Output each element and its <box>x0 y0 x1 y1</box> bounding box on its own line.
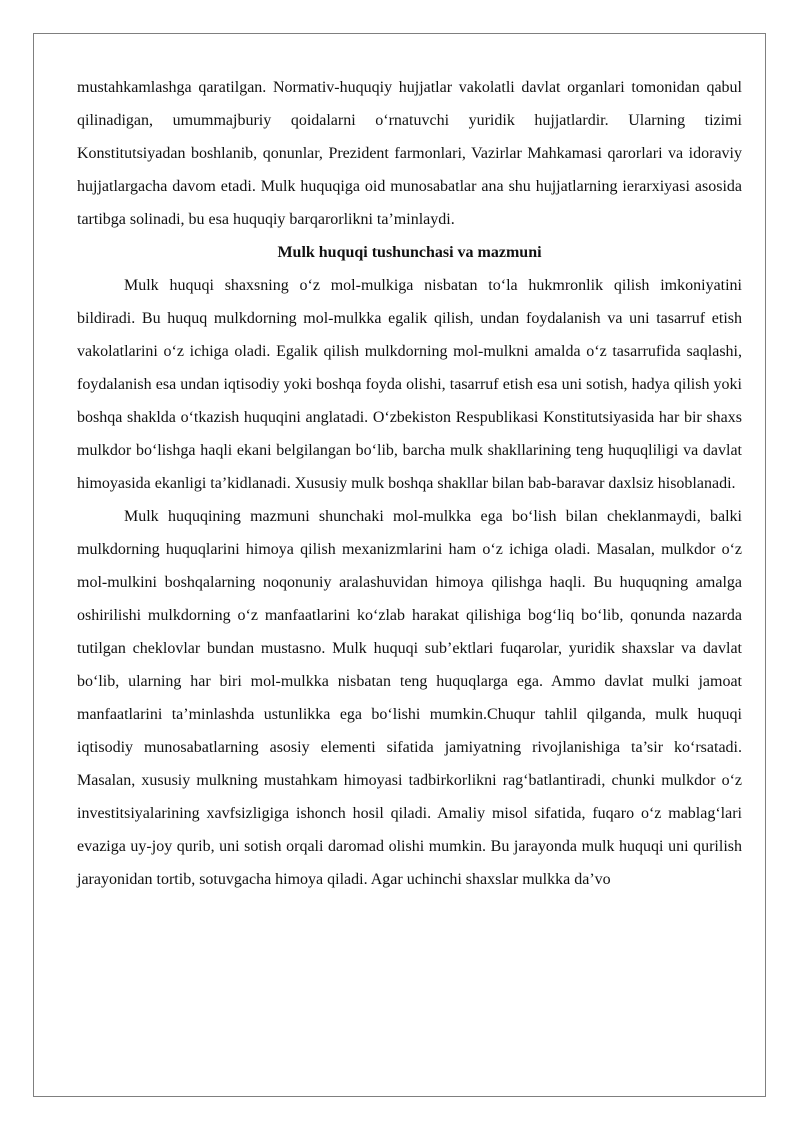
paragraph-definition: Mulk huquqi shaxsning o‘z mol-mulkiga nisbatan to‘la hukmronlik qilish imkoniyatini bildiradi. Bu huquq mulkdorning mol-mulkka egalik qilish, undan foydalanish va uni tasarruf etish vakolatlarini o‘z ichiga oladi. Egalik qilish mulkdorning mol-mulkni amalda o‘z tasarrufida saqlashi, foydalanish esa undan iqtisodiy yoki boshqa foyda olishi, tasarruf etish esa uni sotish, hadya qilish yoki boshqa shaklda o‘tkazish huquqini anglatadi. O‘zbekiston Respublikasi Konstitutsiyasida har bir shaxs mulkdor bo‘lishga haqli ekani belgilangan bo‘lib, barcha mulk shakllarining teng huquqliligi va davlat himoyasida ekanligi ta’kidlanadi. Xususiy mulk boshqa shakllar bilan bab-baravar daxlsiz hisoblanadi. <box>77 277 742 492</box>
paragraph-continuation: mustahkamlashga qaratilgan. Normativ-huquqiy hujjatlar vakolatli davlat organlari tomonidan qabul qilinadigan, umummajburiy qoidalarni o‘rnatuvchi yuridik hujjatlardir. Ularning tizimi Konstitutsiyadan boshlanib, qonunlar, Prezident farmonlari, Vazirlar Mahkamasi qarorlari va idoraviy hujjatlargacha davom etadi. Mulk huquqiga oid munosabatlar ana shu hujjatlarning ierarxiyasi asosida tartibga solinadi, bu esa huquqiy barqarorlikni ta’minlaydi. <box>77 79 742 228</box>
paragraph-content: Mulk huquqining mazmuni shunchaki mol-mulkka ega bo‘lish bilan cheklanmaydi, balki mulkdorning huquqlarini himoya qilish mexanizmlarini ham o‘z ichiga oladi. Masalan, mulkdor o‘z mol-mulkini boshqalarning noqonuniy aralashuvidan himoya qilishga haqli. Bu huquqning amalga oshirilishi mulkdorning o‘z manfaatlarini ko‘zlab harakat qilishiga bog‘liq bo‘lib, qonunda nazarda tutilgan cheklovlar bundan mustasno. Mulk huquqi sub’ektlari fuqarolar, yuridik shaxslar va davlat bo‘lib, ularning har biri mol-mulkka nisbatan teng huquqlarga ega. Ammo davlat mulki jamoat manfaatlarini ta’minlashda ustunlikka ega bo‘lishi mumkin.Chuqur tahlil qilganda, mulk huquqi iqtisodiy munosabatlarning asosiy elementi sifatida jamiyatning rivojlanishiga ta’sir ko‘rsatadi. Masalan, xususiy mulkning mustahkam himoyasi tadbirkorlikni rag‘batlantiradi, chunki mulkdor o‘z investitsiyalarining xavfsizligiga ishonch hosil qiladi. Amaliy misol sifatida, fuqaro o‘z mablag‘lari evaziga uy-joy qurib, uni sotish orqali daromad olishi mumkin. Bu jarayonda mulk huquqi uni qurilish jarayonidan tortib, sotuvgacha himoya qiladi. Agar uchinchi shaxslar mulkka da’vo <box>77 508 742 888</box>
document-body <box>77 71 742 896</box>
section-heading: Mulk huquqi tushunchasi va mazmuni <box>277 244 542 261</box>
